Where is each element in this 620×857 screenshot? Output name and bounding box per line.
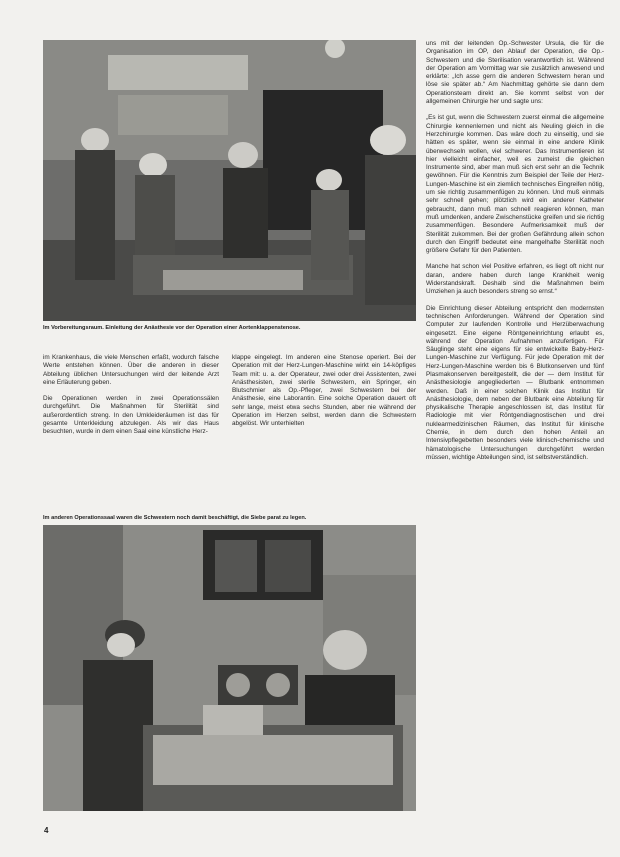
article-column-middle <box>232 354 416 499</box>
paragraph: Die Operationen werden in zwei Operationssälen durchgeführt. Die Maßnahmen für Sterilität sind außerordentlich streng. In den Umkleideräumen ist das für gesamte Unterkleidung abzulegen. Als wir das Haus besuchten, wurde in dem einen Saal eine künstliche Herz- <box>43 395 219 436</box>
paragraph: Die Einrichtung dieser Abteilung entspricht den modernsten technischen Anforderungen. Während der Operation sind Computer zur laufenden Kontrolle und Herzüberwachung eingesetzt. Eine eigene Röntgeneinrichtung erlaubt es, während der Operation Aufnahmen anzufertigen. Für Säuglinge steht eine eigens für sie entwickelte Baby-Herz-Lungen-Maschine zur Verfügung. Für jede Operation mit der Herz-Lungen-Maschine werden bis 6 Blutkonserven und fünf Plasmakonserven bereitgestellt, die der — dem Institut für Anästhesiologie angegliederten — Blutbank entnommen werden. Daß in einer solchen Klinik das Institut für Anästhesiologie, dem neben der Blutbank eine Abteilung für physikalische Therapie angeschlossen ist, das Institut für Radiologie mit vier Röntgendiagnostischen und drei nuklearmedizinischen Räumen, das Institut für klinische Chemie, in dem durch den hohen Anteil an Intensivpflegebetten besonders viele klinisch-chemische und hämatologische Untersuchungen durchgeführt werden müssen, wichtige Abteilungen sind, ist selbstverständlich. <box>426 304 604 461</box>
article-column-left <box>43 354 219 499</box>
page-number: 4 <box>44 826 49 835</box>
article-column-right <box>426 40 604 818</box>
paragraph: „Es ist gut, wenn die Schwestern zuerst einmal die allgemeine Chirurgie kennenlernen und nicht als Neuling gleich in die Herzchirurgie kommen. Das wäre doch zu einseitig, und sie hätten es später, wenn sie einmal in eine andere Klinik überwechseln wollen, viel schwerer. Das Instrumentieren ist hier vielleicht einfacher, weil es zumeist die gleichen Instrumente sind, aber man muß sich erst sehr an die Technik gewöhnen. Für die Kenntnis zum Beispiel der Teile der Herz-Lungen-Maschine ist ein ziemlich technisches Eingreifen nötig, um sie richtig zusammenfügen zu können. Und muß einmals sehr schnell gehen; plötzlich wird ein anderer Katheter gebraucht, dann muß man schnell reagieren können, man muß umdenken, andere Zwischenstücke greifen und sie richtig zusammenfügen. Besondere Aufmerksamkeit muß der Sterilität zukommen. Bei der großen Gefährdung allein schon durch den Eingriff bedeutet eine mangelhafte Sterilität noch größere Gefahr für den Patienten. <box>426 114 604 255</box>
paragraph: Manche hat schon viel Positive erfahren, es liegt oft nicht nur daran, andere haben durch lange Krankheit wenig Widerstandskraft. Deshalb sind die Maßnahmen beim Umziehen ja auch besonders streng so ernst.“ <box>426 263 604 296</box>
paragraph: im Krankenhaus, die viele Menschen erfaßt, wodurch falsche Werte entstehen können. Über die anderen in dieser Abteilung üblichen Untersuchungen wird der leitende Arzt eine Erläuterung geben. <box>43 354 219 386</box>
paragraph: uns mit der leitenden Op.-Schwester Ursula, die für die Organisation im OP, den Ablauf der Operation, die Op.-Schwestern und die Sterilisation verantwortlich ist. Während der Operation am Vormittag war sie zusätzlich anwesend und erklärte: „Ich asse gern die anderen Schwestern heran und löse sie später ab.“ Am Nachmittag gehörte sie dann dem Operationsteam direkt an. Sie kommt selbst von der allgemeinen Chirurgie her und sagte uns: <box>426 40 604 106</box>
bottom-photo-caption: Im anderen Operationssaal waren die Schwestern noch damit beschäftigt, die Siebe parat zu legen. <box>43 515 307 521</box>
instrument-nurses-photo-image <box>43 525 416 811</box>
top-photo-caption: Im Vorbereitungsraum. Einleitung der Anästhesie vor der Operation einer Aortenklappenstenose. <box>43 325 301 331</box>
paragraph: klappe eingelegt. Im anderen eine Stenose operiert. Bei der Operation mit der Herz-Lungen-Maschine wirkt ein 14-köpfiges Team mit: u. a. der Operateur, zwei oder drei Assistenten, zwei Anästhesisten, zwei sterile Schwestern, ein Springer, ein Blutschmier als Op.-Pfleger, zwei Schwestern bei der Anästhesie, eine Laborantin. Eine solche Operation dauert oft sehr lange, meist etwa sechs Stunden, aber nie während der Operation im Herzen selbst, werden dann die Schwestern abgelöst. Wir unterhielten <box>232 354 416 428</box>
operating-room-photo <box>43 40 416 321</box>
operating-room-photo-image <box>43 40 416 321</box>
instrument-nurses-photo <box>43 525 416 811</box>
